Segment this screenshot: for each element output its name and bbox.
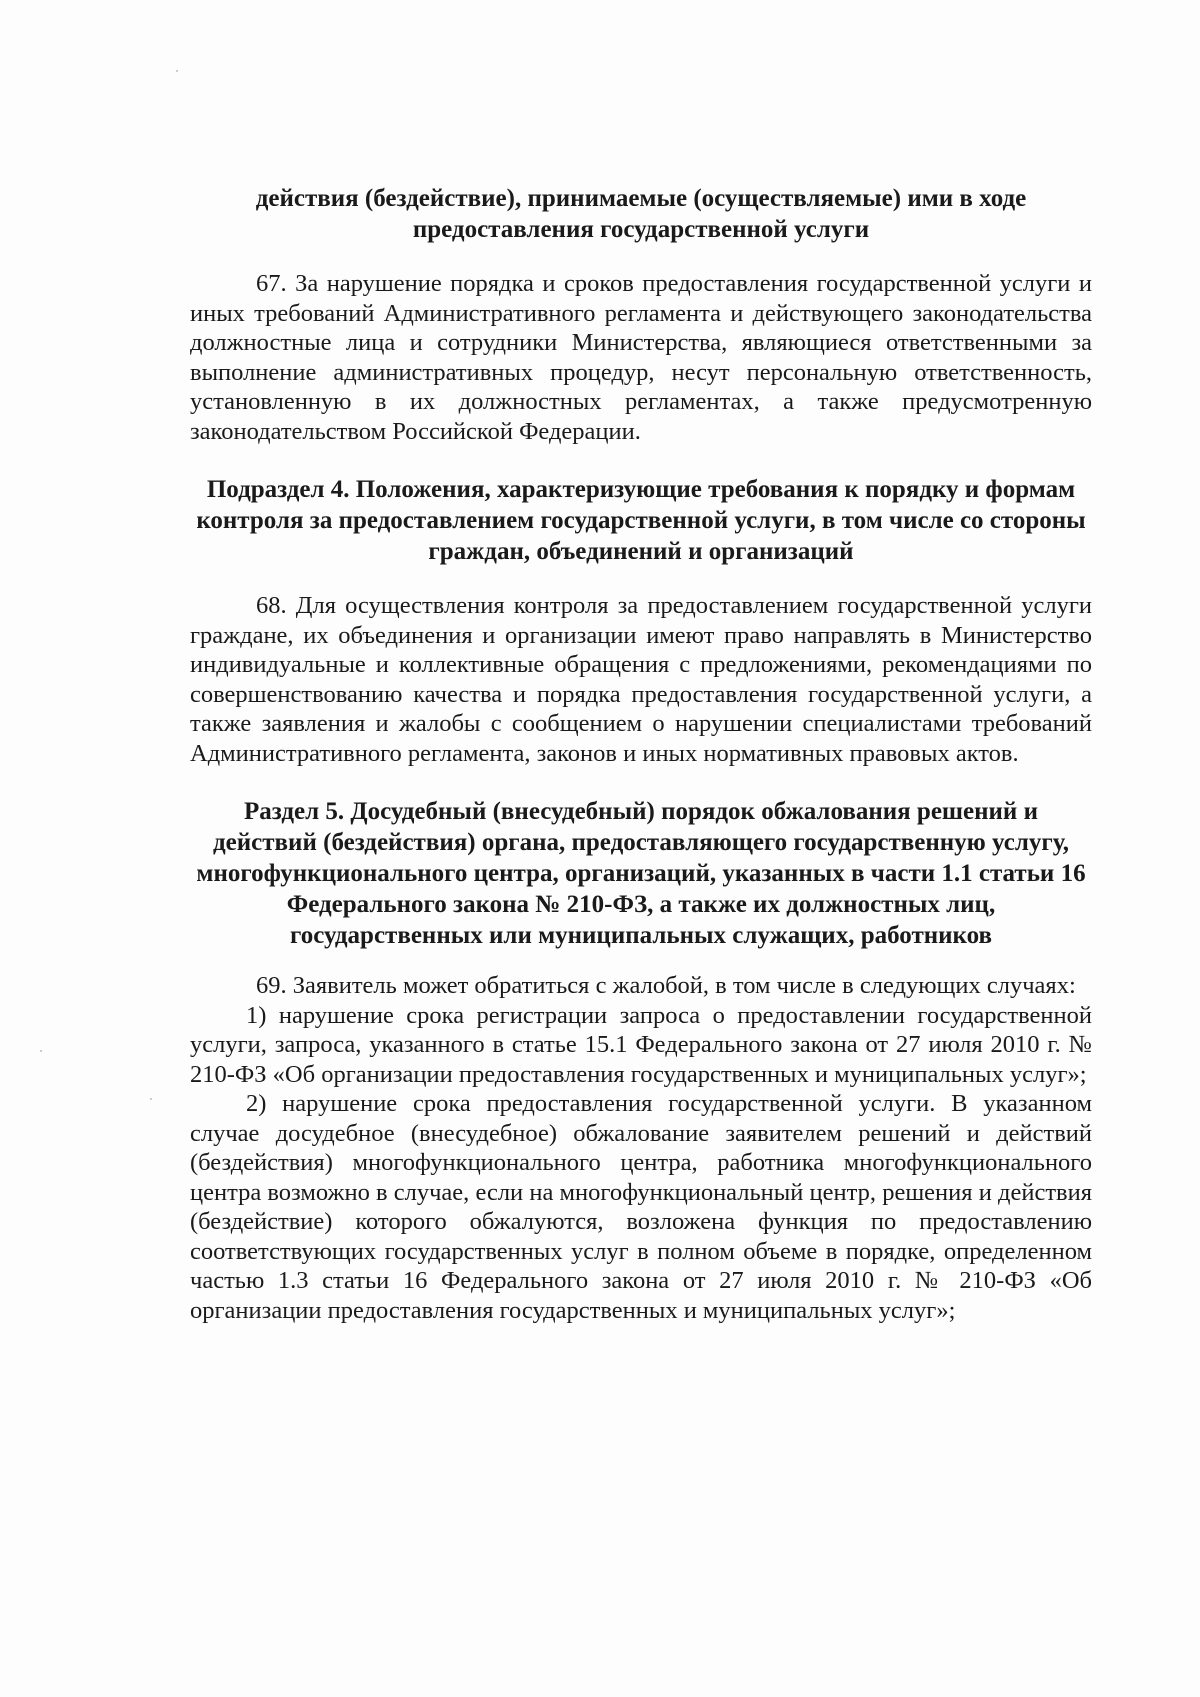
subsection-4-heading: Подраздел 4. Положения, характеризующие требования к порядку и формам контроля за предоставлением государственной услуги, в том числе со стороны граждан, объединений и организаций bbox=[196, 476, 1086, 565]
paragraph-67: 67. За нарушение порядка и сроков предоставления государственной услуги и иных требований Административного регламента и действующего законодательства должностные лица и сотрудники Министерства, являющиеся ответственными за выполнение административных процедур, несут персональную ответственность, установленную в их должностных регламентах, а также предусмотренную законодательством Российской Федерации. bbox=[190, 270, 1092, 445]
section-5-heading: Раздел 5. Досудебный (внесудебный) порядок обжалования решений и действий (бездействия) органа, предоставляющего государственную услугу, многофункционального центра, организаций, указанных в части 1.1 статьи 16 Федерального закона № 210-ФЗ, а также их должностных лиц, государственных или муниципальных служащих, работников bbox=[196, 798, 1086, 949]
paragraph-68: 68. Для осуществления контроля за предоставлением государственной услуги граждане, их объединения и организации имеют право направлять в Министерство индивидуальные и коллективные обращения с предложениями, рекомендациями по совершенствованию качества и порядка предоставления государственной услуги, а также заявления и жалобы с сообщением о нарушении специалистами требований Административного регламента, законов и иных нормативных правовых актов. bbox=[190, 592, 1092, 767]
list-item-1: 1) нарушение срока регистрации запроса о предоставлении государственной услуги, запроса, указанного в статье 15.1 Федерального закона от 27 июля 2010 г. № 210-ФЗ «Об организации предоставления государственных и муниципальных услуг»; bbox=[190, 1001, 1092, 1088]
scan-speck bbox=[150, 1098, 152, 1100]
document-body bbox=[190, 183, 1092, 1325]
scan-speck bbox=[176, 70, 178, 72]
list-item-2: 2) нарушение срока предоставления государственной услуги. В указанном случае досудебное (внесудебное) обжалование заявителем решений и действий (бездействия) многофункционального центра, работника многофункционального центра возможно в случае, если на многофункциональный центр, решения и действия (бездействие) которого обжалуются, возложена функция по предоставлению соответствующих государственных услуг в полном объеме в порядке, определенном частью 1.3 статьи 16 Федерального закона от 27 июля 2010 г. № 210-ФЗ «Об организации предоставления государственных и муниципальных услуг»; bbox=[190, 1090, 1092, 1324]
section-heading-continuation: действия (бездействие), принимаемые (осуществляемые) ими в ходе предоставления государственной услуги bbox=[255, 185, 1027, 243]
scan-speck bbox=[40, 1050, 42, 1052]
paragraph-69: 69. Заявитель может обратиться с жалобой, в том числе в следующих случаях: bbox=[256, 972, 1076, 999]
